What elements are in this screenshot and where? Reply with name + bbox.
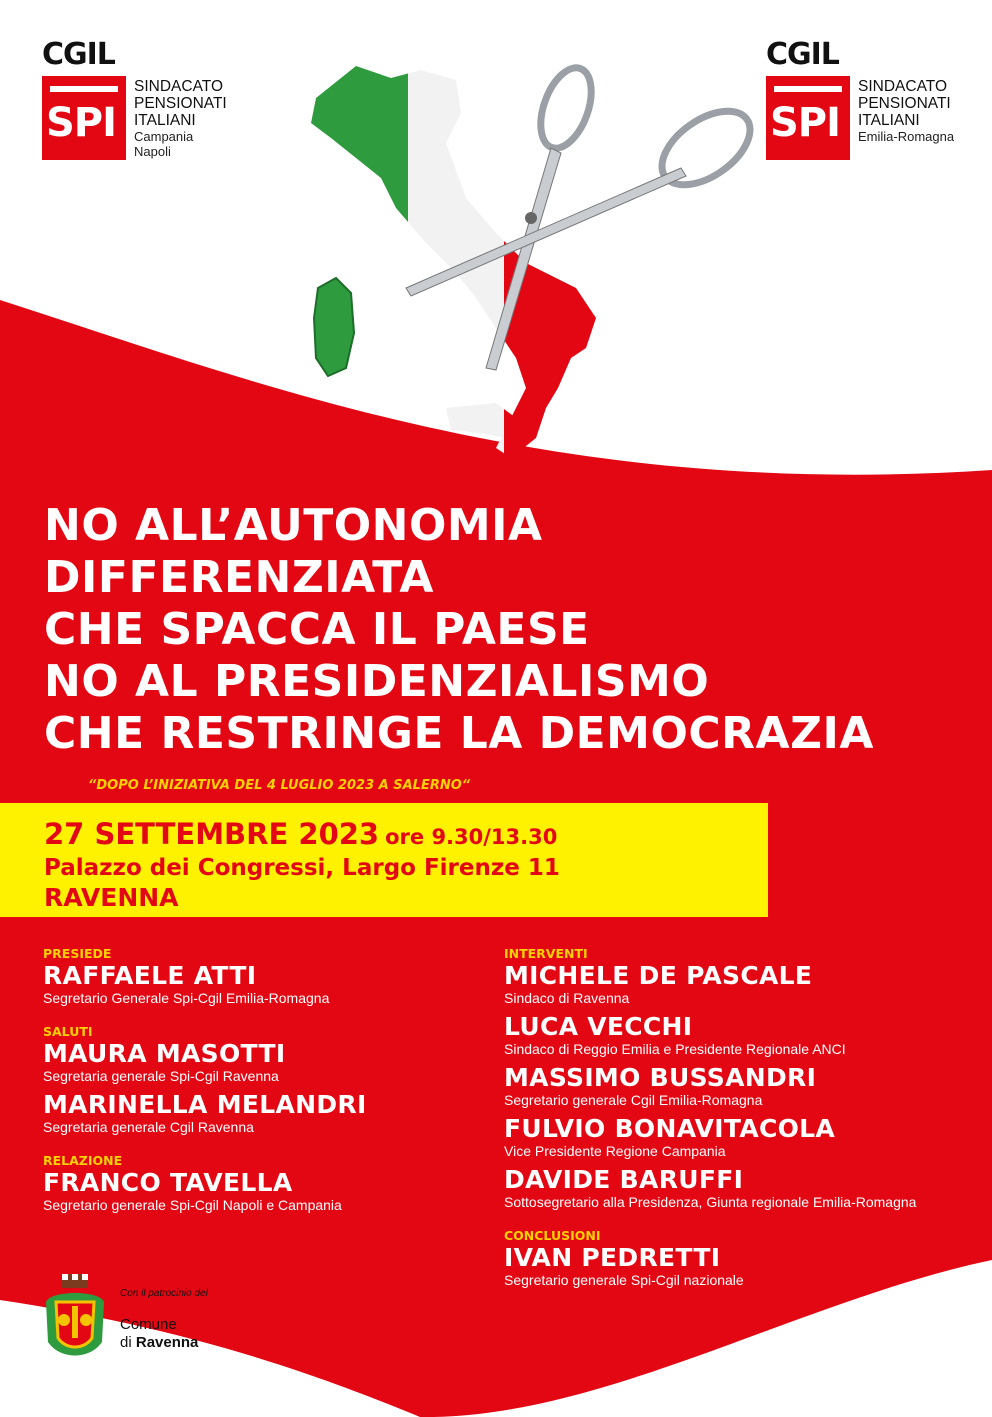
section-role: RELAZIONE	[43, 1153, 123, 1168]
logo-line: SINDACATO	[134, 78, 223, 95]
logo-line: ITALIANI	[858, 112, 920, 129]
headline	[44, 500, 974, 760]
event-details	[0, 803, 768, 917]
speaker-name: FRANCO TAVELLA	[43, 1168, 293, 1197]
patronage-intro: Con il patrocinio del	[120, 1288, 208, 1299]
speaker-name: MAURA MASOTTI	[43, 1039, 286, 1068]
speaker-title: Segretario generale Spi-Cgil nazionale	[504, 1272, 744, 1288]
logo-text	[858, 78, 954, 144]
headline-line: CHE RESTRINGE LA DEMOCRAZIA	[44, 708, 874, 759]
speaker-name: FULVIO BONAVITACOLA	[504, 1114, 836, 1143]
event-date: 27 SETTEMBRE 2023	[44, 817, 380, 851]
spi-logo-bar	[774, 86, 842, 92]
speaker-name: MARINELLA MELANDRI	[43, 1090, 367, 1119]
speaker-title: Segretario generale Cgil Emilia-Romagna	[504, 1092, 763, 1108]
speaker-title: Sindaco di Reggio Emilia e Presidente Regionale ANCI	[504, 1041, 846, 1057]
logo-line: ITALIANI	[134, 112, 196, 129]
speaker-name: RAFFAELE ATTI	[43, 961, 257, 990]
patronage-city: Ravenna	[135, 1334, 199, 1351]
section-role: CONCLUSIONI	[504, 1228, 601, 1243]
section-role: PRESIEDE	[43, 946, 112, 961]
headline-line: CHE SPACCA IL PAESE	[44, 604, 590, 655]
speaker-title: Sindaco di Ravenna	[504, 990, 630, 1006]
speaker-title: Segretario generale Spi-Cgil Napoli e Campania	[43, 1197, 342, 1213]
logo-spi-campania	[42, 37, 227, 159]
patronage-di: di	[120, 1334, 132, 1351]
spi-wordmark: SPI	[46, 100, 117, 146]
subtitle: “DOPO L’INIZIATIVA DEL 4 LUGLIO 2023 A SALERNO“	[88, 778, 471, 793]
spi-logo-box	[42, 76, 126, 160]
speaker-name: MICHELE DE PASCALE	[504, 961, 813, 990]
section-role: SALUTI	[43, 1024, 93, 1039]
spi-logo-bar	[50, 86, 118, 92]
speaker-title: Sottosegretario alla Presidenza, Giunta regionale Emilia-Romagna	[504, 1194, 917, 1210]
speaker-name: LUCA VECCHI	[504, 1012, 693, 1041]
logo-line: PENSIONATI	[134, 95, 227, 112]
spi-logo-box	[766, 76, 850, 160]
logo-spi-emilia-romagna	[766, 37, 955, 146]
section-role: INTERVENTI	[504, 946, 588, 961]
program-right-column	[504, 946, 974, 1294]
logo-line: SINDACATO	[858, 78, 947, 95]
italy-map-with-scissors-icon	[296, 58, 756, 468]
speaker-title: Vice Presidente Regione Campania	[504, 1143, 726, 1159]
logo-region: Emilia-Romagna	[858, 129, 955, 144]
program-left-column	[43, 946, 483, 1219]
logo-text	[134, 78, 227, 159]
logo-region: Campania	[134, 129, 194, 144]
logo-region: Napoli	[134, 144, 171, 159]
logo-line: PENSIONATI	[858, 95, 951, 112]
ravenna-coat-of-arms-icon	[40, 1272, 110, 1364]
spi-wordmark: SPI	[770, 100, 841, 146]
speaker-name: IVAN PEDRETTI	[504, 1243, 721, 1272]
cgil-wordmark: CGIL	[42, 37, 115, 72]
event-time: ore 9.30/13.30	[385, 825, 558, 849]
cgil-wordmark: CGIL	[766, 37, 839, 72]
speaker-title: Segretaria generale Cgil Ravenna	[43, 1119, 254, 1135]
patronage-comune: Comune	[120, 1316, 177, 1333]
event-city: RAVENNA	[44, 883, 179, 912]
speaker-title: Segretario Generale Spi-Cgil Emilia-Romagna	[43, 990, 330, 1006]
headline-line: NO AL PRESIDENZIALISMO	[44, 656, 710, 707]
patronage-block	[40, 1272, 230, 1372]
speaker-title: Segretaria generale Spi-Cgil Ravenna	[43, 1068, 279, 1084]
speaker-name: MASSIMO BUSSANDRI	[504, 1063, 817, 1092]
patronage-city-line	[120, 1334, 198, 1351]
headline-line: NO ALL’AUTONOMIA	[44, 500, 543, 551]
speaker-name: DAVIDE BARUFFI	[504, 1165, 744, 1194]
headline-line: DIFFERENZIATA	[44, 552, 434, 603]
event-venue: Palazzo dei Congressi, Largo Firenze 11	[44, 855, 560, 881]
event-date-line	[44, 817, 557, 851]
